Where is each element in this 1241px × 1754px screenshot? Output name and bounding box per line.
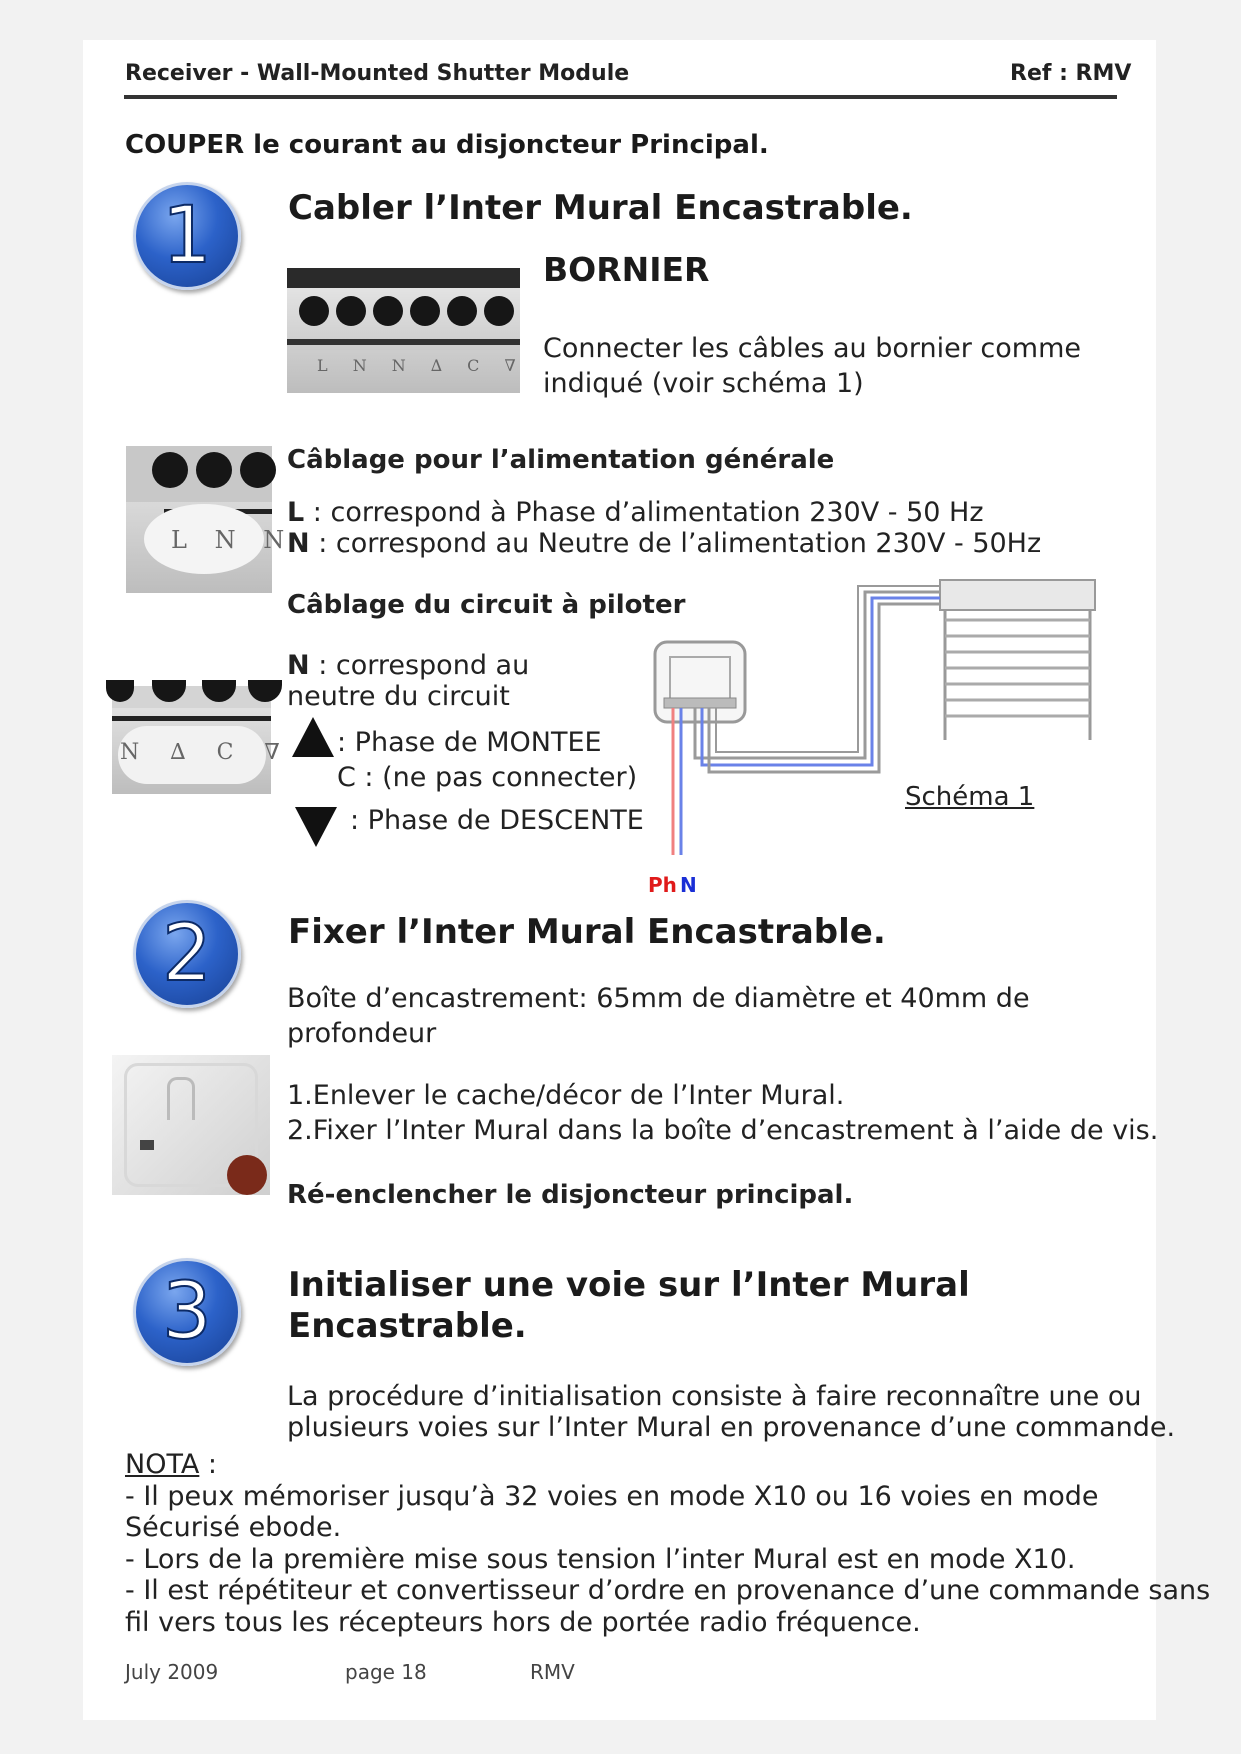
wall-switch-photo [112, 1055, 270, 1195]
power-wiring-N-text: : correspond au Neutre de l’alimentation 230V - 50Hz [309, 528, 1042, 559]
power-wiring-N [287, 528, 1041, 559]
footer-date: July 2009 [125, 1660, 219, 1684]
power-wiring-L [287, 497, 984, 528]
step-2-number: 2 [162, 909, 212, 999]
step-1-title: Cabler l’Inter Mural Encastrable. [288, 188, 913, 228]
step-1-badge [133, 182, 241, 290]
montee-label: : Phase de MONTEE [337, 727, 602, 758]
circuit-N-key: N [287, 650, 310, 681]
footer-page: page 18 [345, 1660, 427, 1684]
power-terminal-labels: L N N [171, 526, 295, 554]
up-triangle-icon [290, 715, 336, 759]
c-note: C : (ne pas connecter) [337, 762, 638, 793]
instruction-1: 1.Enlever le cache/décor de l’Inter Mural. [287, 1080, 845, 1111]
wiring-diagram [640, 570, 1110, 870]
phase-label: Ph [648, 873, 677, 897]
step-2-title: Fixer l’Inter Mural Encastrable. [288, 912, 886, 952]
power-wiring-L-key: L [287, 497, 305, 528]
neutral-label: N [680, 873, 697, 897]
shutter-icon [940, 580, 1095, 740]
nota-colon: : [199, 1449, 218, 1480]
intro-warning: COUPER le courant au disjoncteur Principal. [125, 130, 769, 160]
nota-line-5: fil vers tous les récepteurs hors de portée radio fréquence. [125, 1607, 921, 1638]
init-text-line-2: plusieurs voies sur l’Inter Mural en provenance d’une commande. [287, 1412, 1176, 1443]
step-1-number: 1 [162, 191, 212, 281]
wall-switch-module [655, 642, 745, 722]
bornier-text-line-1: Connecter les câbles au bornier comme [543, 333, 1081, 364]
bornier-photo [287, 268, 526, 393]
step-2-badge [133, 900, 241, 1008]
bornier-terminal-labels: L N N ∆ C ∇ [317, 356, 526, 375]
step-3-title-line-2: Encastrable. [288, 1306, 527, 1346]
step-3-badge [133, 1258, 241, 1366]
circuit-N-text-1: : correspond au [309, 650, 530, 681]
instruction-2: 2.Fixer l’Inter Mural dans la boîte d’encastrement à l’aide de vis. [287, 1115, 1159, 1146]
page-sheet [83, 40, 1159, 1720]
down-triangle-icon [293, 803, 339, 849]
circuit-terminal-labels: N ∆ C ∇ [120, 740, 292, 765]
circuit-N-line-1 [287, 650, 529, 681]
circuit-N-text-2: neutre du circuit [287, 681, 510, 712]
mount-box-line-2: profondeur [287, 1018, 437, 1049]
init-text-line-1: La procédure d’initialisation consiste à faire reconnaître une ou [287, 1381, 1142, 1412]
step-3-title-line-1: Initialiser une voie sur l’Inter Mural [288, 1265, 970, 1305]
step-3-number: 3 [162, 1267, 212, 1357]
nota-line-3: - Lors de la première mise sous tension l’inter Mural est en mode X10. [125, 1544, 1076, 1575]
supply-wires [673, 708, 681, 855]
circuit-terminal-photo [112, 686, 292, 794]
descente-label: : Phase de DESCENTE [350, 805, 644, 836]
nota-label: NOTA [125, 1449, 200, 1480]
nota-heading [125, 1449, 217, 1480]
reset-breaker-note: Ré-enclencher le disjoncteur principal. [287, 1180, 854, 1210]
header-rule [124, 95, 1117, 99]
bornier-title: BORNIER [543, 250, 710, 289]
nota-line-2: Sécurisé ebode. [125, 1512, 342, 1543]
circuit-wiring-title: Câblage du circuit à piloter [287, 590, 686, 620]
header-title: Receiver - Wall-Mounted Shutter Module [125, 61, 630, 86]
header-ref: Ref : RMV [1010, 61, 1132, 86]
power-terminal-photo [126, 446, 295, 593]
bornier-text-line-2: indiqué (voir schéma 1) [543, 368, 864, 399]
power-wiring-N-key: N [287, 528, 310, 559]
mount-box-line-1: Boîte d’encastrement: 65mm de diamètre et 40mm de [287, 983, 1030, 1014]
nota-line-1: - Il peux mémoriser jusqu’à 32 voies en mode X10 ou 16 voies en mode [125, 1481, 1099, 1512]
footer-ref: RMV [530, 1660, 575, 1684]
power-wiring-L-text: : correspond à Phase d’alimentation 230V - 50 Hz [304, 497, 984, 528]
nota-line-4: - Il est répétiteur et convertisseur d’ordre en provenance d’une commande sans [125, 1575, 1211, 1606]
power-wiring-title: Câblage pour l’alimentation générale [287, 445, 835, 475]
schema-label: Schéma 1 [905, 782, 1035, 812]
